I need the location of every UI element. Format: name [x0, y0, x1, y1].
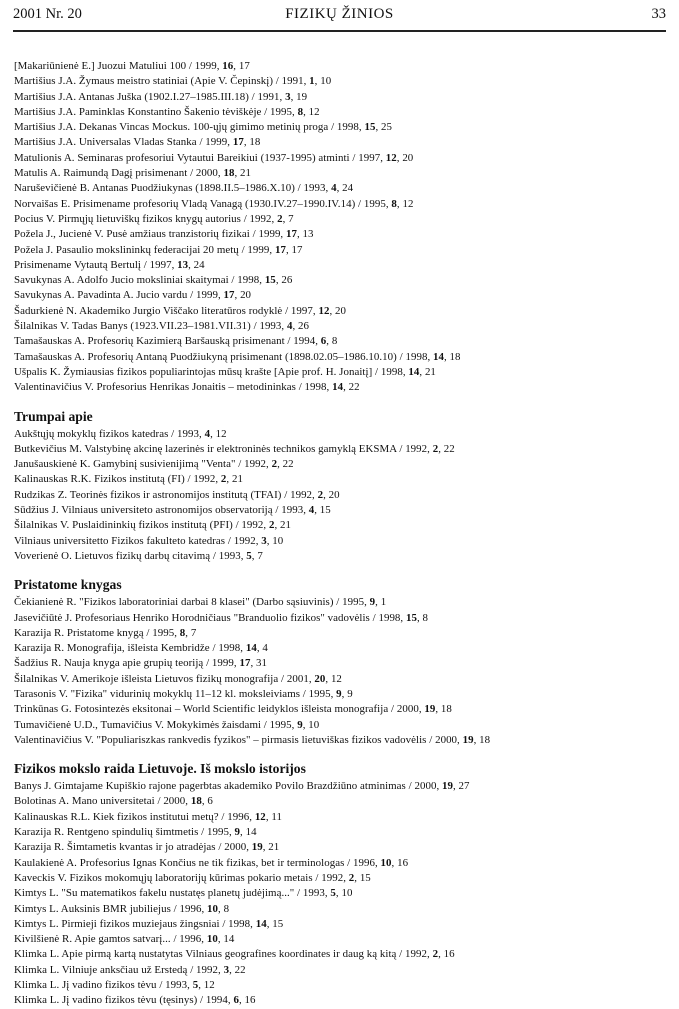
- entry-citation: Jasevičiūtė J. Profesoriaus Henriko Horodničiaus "Branduolio fizikos" vadovėlis / 1998,: [14, 611, 406, 624]
- bibliography-entry: Karazija R. Šimtametis kvantas ir jo atradėjas / 2000, 19, 21: [14, 841, 280, 854]
- entry-citation: Klimka L. Apie pirmą kartą nustatytas Vilniaus geografines koordinates ir daug ką kitą / 1992,: [14, 948, 433, 961]
- bibliography-entry: Norvaišas E. Prisimename profesorių Vladą Vanagą (1930.IV.27–1990.IV.14) / 1995, 8, 12: [14, 197, 414, 210]
- entry-issue-number: 6: [320, 335, 327, 348]
- entry-page-number: 22: [234, 963, 246, 976]
- entry-citation: Martišius J.A. Universalas Vladas Stanka / 1999,: [14, 136, 233, 149]
- entry-citation: Karazija R. Šimtametis kvantas ir jo atradėjas / 2000,: [14, 841, 252, 854]
- entry-page-number: 19: [296, 90, 308, 103]
- entry-issue-number: 14: [245, 642, 257, 655]
- entry-issue-number: 17: [223, 289, 235, 302]
- entry-page-number: 26: [281, 274, 293, 287]
- entry-issue-number: 6: [233, 994, 239, 1007]
- entry-page-number: 11: [271, 810, 282, 823]
- entry-citation: Martišius J.A. Žymaus meistro statiniai (Apie V. Čepinskį) / 1991,: [14, 75, 310, 88]
- entry-citation: Tamašauskas A. Profesorių Antaną Puodžiukyną prisimenant (1898.02.05–1986.10.10) / 1998,: [14, 350, 433, 363]
- entry-issue-number: 3: [261, 534, 267, 547]
- entry-citation: Karazija R. Monografija, išleista Kembridže / 1998,: [14, 642, 246, 655]
- entry-issue-number: 5: [192, 979, 199, 992]
- entry-citation: Šadurkienė N. Akademiko Jurgio Viščako literatūros rodyklė / 1997,: [14, 304, 319, 317]
- entry-page-number: 12: [330, 672, 342, 685]
- entry-issue-number: 14: [332, 381, 344, 394]
- entry-issue-number: 15: [364, 121, 376, 134]
- entry-issue-number: 3: [285, 90, 291, 103]
- bibliography-entry: Matulionis A. Seminaras profesoriui Vytautui Bareikiui (1937-1995) atminti / 1997, 12, 20: [14, 151, 414, 164]
- entry-page-number: 21: [231, 473, 243, 486]
- entry-issue-number: 2: [348, 871, 355, 884]
- entry-issue-number: 2: [268, 519, 275, 532]
- entry-page-number: 15: [319, 504, 331, 517]
- entry-citation: Karazija R. Rentgeno spindulių šimtmetis / 1995,: [14, 826, 235, 839]
- entry-issue-number: 2: [432, 948, 439, 961]
- entry-citation: Trinkūnas G. Fotosintezės eksitonai – World Scientific leidyklos išleista monografija / 2000,: [14, 703, 425, 716]
- entry-page-number: 17: [291, 243, 303, 256]
- entry-page-number: 12: [308, 105, 320, 118]
- entry-page-number: 18: [479, 733, 491, 746]
- bibliography-entry: Klimka L. Jį vadino fizikos tėvu / 1993, 5, 12: [14, 979, 215, 992]
- entry-page-number: 15: [359, 871, 371, 884]
- journal-title: FIZIKŲ ŽINIOS: [285, 6, 394, 22]
- entry-citation: Tumavičienė U.D., Tumavičius V. Mokykimės žaisdami / 1995,: [14, 718, 298, 731]
- bibliography-entry: Rudzikas Z. Teorinės fizikos ir astronomijos institutą (TFAI) / 1992, 2, 20: [14, 488, 340, 501]
- bibliography-entry: Kaulakienė A. Profesorius Ignas Končius ne tik fizikas, bet ir terminologas / 1996, 10, 16: [14, 856, 409, 869]
- entry-citation: Norvaišas E. Prisimename profesorių Vladą Vanagą (1930.IV.27–1990.IV.14) / 1995,: [14, 197, 392, 210]
- bibliography-entry: Tarasonis V. "Fizika" vidurinių mokyklų 11–12 kl. moksleiviams / 1995, 9, 9: [14, 687, 353, 700]
- entry-issue-number: 9: [336, 687, 342, 700]
- entry-issue-number: 18: [190, 795, 202, 808]
- entry-issue-number: 4: [286, 320, 293, 333]
- entry-page-number: 15: [272, 917, 284, 930]
- entry-issue-number: 16: [222, 60, 234, 72]
- bibliography-entry: Voverienė O. Lietuvos fizikų darbų citavimą / 1993, 5, 7: [14, 549, 263, 562]
- bibliography-entry: Klimka L. Jį vadino fizikos tėvu (tęsinys) / 1994, 6, 16: [14, 994, 256, 1007]
- entry-citation: Karazija R. Pristatome knygą / 1995,: [14, 626, 180, 639]
- entry-page-number: 16: [443, 948, 455, 961]
- entry-page-number: 21: [280, 519, 292, 532]
- entry-issue-number: 12: [318, 304, 330, 317]
- entry-citation: Prisimename Vytautą Bertulį / 1997,: [14, 258, 178, 271]
- bibliography-entry: Šilalnikas V. Tadas Banys (1923.VII.23–1981.VII.31) / 1993, 4, 26: [14, 320, 310, 333]
- entry-citation: Kalinauskas R.L. Kiek fizikos institutui metų? / 1996,: [14, 810, 255, 823]
- entry-citation: Valentinavičius V. "Populiariszkas rankvedis fyzikos" – pirmasis lietuviškas fizikos vadovėlis / 2000,: [14, 733, 463, 746]
- entry-issue-number: 17: [232, 136, 244, 149]
- bibliography-entry: Kivilšienė R. Apie gamtos satvarį... / 1996, 10, 14: [14, 933, 235, 946]
- bibliography-entry: Kalinauskas R.K. Fizikos institutą (FI) / 1992, 2, 21: [14, 473, 243, 486]
- entry-issue-number: 19: [251, 841, 263, 854]
- bibliography-entry: Valentinavičius V. "Populiariszkas rankvedis fyzikos" – pirmasis lietuviškas fizikos vadovėlis / 2000, 19, 18: [14, 733, 491, 746]
- header-rule: [13, 30, 666, 32]
- bibliography-entry: Valentinavičius V. Profesorius Henrikas Jonaitis – metodininkas / 1998, 14, 22: [14, 381, 360, 394]
- page-number: 33: [651, 6, 666, 22]
- bibliography-entry: Savukynas A. Pavadinta A. Jucio vardu / 1999, 17, 20: [14, 289, 252, 302]
- entry-issue-number: 8: [297, 105, 304, 118]
- bibliography-entry: Bolotinas A. Mano universitetai / 2000, 18, 6: [14, 795, 213, 808]
- entry-page-number: 31: [256, 657, 268, 670]
- entry-page-number: 12: [402, 197, 414, 210]
- bibliography-entry: Šilalnikas V. Amerikoje išleista Lietuvos fizikų monografija / 2001, 20, 12: [14, 672, 342, 685]
- entry-citation: Čekianienė R. "Fizikos laboratoriniai darbai 8 klasei" (Darbo sąsiuvinis) / 1995,: [14, 596, 370, 609]
- entry-citation: Janušauskienė K. Gamybinį susivienijimą "Venta" / 1992,: [14, 458, 272, 471]
- entry-page-number: 9: [347, 687, 353, 700]
- bibliography-list: [14, 59, 669, 1009]
- bibliography-entry: Šadžius R. Nauja knyga apie grupių teoriją / 1999, 17, 31: [14, 657, 268, 670]
- entry-page-number: 16: [397, 856, 409, 869]
- entry-citation: Šilalnikas V. Tadas Banys (1923.VII.23–1981.VII.31) / 1993,: [14, 320, 287, 333]
- entry-page-number: 7: [288, 212, 294, 225]
- entry-issue-number: 10: [206, 933, 218, 946]
- section-heading: Trumpai apie: [14, 408, 93, 424]
- entry-page-number: 6: [207, 795, 213, 808]
- entry-issue-number: 8: [179, 626, 186, 639]
- entry-issue-number: 12: [385, 151, 397, 164]
- entry-citation: Kimtys L. "Su matematikos fakelu nustatęs planetų judėjimą..." / 1993,: [14, 887, 331, 900]
- entry-issue-number: 2: [432, 442, 439, 455]
- entry-issue-number: 5: [246, 549, 252, 562]
- entry-citation: Voverienė O. Lietuvos fizikų darbų citavimą / 1993,: [14, 549, 247, 562]
- entry-page-number: 7: [257, 549, 263, 562]
- entry-page-number: 24: [342, 182, 354, 195]
- entry-page-number: 16: [244, 994, 256, 1007]
- entry-issue-number: 5: [330, 887, 336, 900]
- bibliography-entry: Butkevičius M. Valstybinę akcinę lazerinės ir elektroninės technikos gamyklą EKSMA / 1992, 2, 22: [14, 442, 455, 455]
- entry-page-number: 20: [335, 304, 347, 317]
- entry-issue-number: 3: [223, 963, 230, 976]
- entry-citation: Butkevičius M. Valstybinę akcinę lazerinės ir elektroninės technikos gamyklą EKSMA / 1992,: [14, 442, 433, 455]
- entry-page-number: 10: [320, 75, 332, 88]
- entry-page-number: 18: [449, 350, 461, 363]
- entry-issue-number: 9: [234, 826, 241, 839]
- entry-issue-number: 10: [207, 902, 219, 915]
- bibliography-entry: Kimtys L. "Su matematikos fakelu nustatęs planetų judėjimą..." / 1993, 5, 10: [14, 887, 353, 900]
- entry-page-number: 22: [348, 381, 360, 394]
- entry-citation: Vilniaus universitetto Fizikos fakulteto katedras / 1992,: [14, 534, 262, 547]
- page-header: [13, 6, 666, 28]
- entry-page-number: 20: [240, 289, 252, 302]
- entry-citation: Šilalnikas V. Amerikoje išleista Lietuvos fizikų monografija / 2001,: [14, 672, 315, 685]
- bibliography-entry: Požela J., Jucienė V. Pusė amžiaus tranzistorių fizikai / 1999, 17, 13: [14, 228, 314, 241]
- bibliography-entry: Pocius V. Pirmųjų lietuviškų fizikos knygų autorius / 1992, 2, 7: [14, 212, 294, 225]
- bibliography-entry: Naruševičienė B. Antanas Puodžiukynas (1898.II.5–1986.X.10) / 1993, 4, 24: [14, 182, 354, 195]
- entry-citation: Klimka L. Vilniuje anksčiau už Erstedą / 1992,: [14, 963, 224, 976]
- entry-page-number: 21: [240, 167, 251, 180]
- bibliography-entry: Sūdžius J. Vilniaus universiteto astronomijos observatoriją / 1993, 4, 15: [14, 504, 331, 517]
- entry-citation: Naruševičienė B. Antanas Puodžiukynas (1898.II.5–1986.X.10) / 1993,: [14, 182, 332, 195]
- entry-citation: Šadžius R. Nauja knyga apie grupių teoriją / 1999,: [14, 657, 240, 670]
- entry-issue-number: 10: [380, 856, 392, 869]
- entry-page-number: 10: [272, 534, 284, 547]
- bibliography-entry: Martišius J.A. Universalas Vladas Stanka / 1999, 17, 18: [14, 136, 261, 149]
- entry-issue-number: 15: [405, 611, 417, 624]
- bibliography-entry: Tumavičienė U.D., Tumavičius V. Mokykimės žaisdami / 1995, 9, 10: [14, 718, 320, 731]
- bibliography-entry: Požela J. Pasaulio mokslininkų federacijai 20 metų / 1999, 17, 17: [14, 243, 303, 256]
- entry-page-number: 25: [381, 121, 392, 134]
- entry-page-number: 12: [215, 427, 227, 440]
- entry-citation: Savukynas A. Adolfo Jucio moksliniai skaitymai / 1998,: [14, 274, 265, 287]
- entry-citation: Kaulakienė A. Profesorius Ignas Končius ne tik fizikas, bet ir terminologas / 1996,: [14, 856, 381, 869]
- entry-issue-number: 18: [223, 167, 235, 180]
- entry-issue-number: 14: [433, 350, 444, 363]
- entry-page-number: 4: [262, 642, 268, 655]
- entry-citation: Valentinavičius V. Profesorius Henrikas Jonaitis – metodininkas / 1998,: [14, 381, 333, 394]
- entry-citation: Martišius J.A. Dekanas Vincas Mockus. 100-ųjų gimimo metinių proga / 1998,: [14, 121, 365, 134]
- bibliography-entry: Karazija R. Pristatome knygą / 1995, 8, 7: [14, 626, 197, 639]
- bibliography-entry: Prisimename Vytautą Bertulį / 1997, 13, 24: [14, 258, 205, 271]
- bibliography-entry: Ušpalis K. Žymiausias fizikos populiarintojas mūsų krašte [Apie prof. H. Jonaitį] / 1998, 14, 21: [14, 365, 436, 378]
- entry-citation: Ušpalis K. Žymiausias fizikos populiarintojas mūsų krašte [Apie prof. H. Jonaitį] / 1998,: [14, 365, 409, 378]
- bibliography-entry: Tamašauskas A. Profesorių Kazimierą Baršauską prisimenant / 1994, 6, 8: [14, 335, 338, 348]
- entry-page-number: 8: [331, 335, 338, 348]
- entry-issue-number: 14: [408, 365, 420, 378]
- entry-citation: Tarasonis V. "Fizika" vidurinių mokyklų 11–12 kl. moksleiviams / 1995,: [14, 687, 337, 700]
- entry-issue-number: 2: [271, 458, 278, 471]
- bibliography-entry: Trinkūnas G. Fotosintezės eksitonai – World Scientific leidyklos išleista monografija / 2000, 19, 18: [14, 703, 452, 716]
- entry-issue-number: 19: [462, 733, 474, 746]
- entry-citation: Kaveckis V. Fizikos mokomųjų laboratorijų kūrimas pokario metais / 1992,: [14, 871, 349, 884]
- bibliography-entry: Martišius J.A. Paminklas Konstantino Šakenio tėviškėje / 1995, 8, 12: [14, 105, 320, 118]
- entry-citation: Banys J. Gimtajame Kupiškio rajone pagerbtas akademiko Povilo Brazdžiūno atminimas / 2000,: [14, 780, 442, 793]
- entry-page-number: 18: [249, 136, 261, 149]
- entry-page-number: 24: [193, 258, 205, 271]
- entry-citation: Požela J. Pasaulio mokslininkų federacijai 20 metų / 1999,: [14, 243, 275, 256]
- entry-issue-number: 17: [274, 243, 286, 256]
- entry-page-number: 7: [190, 626, 197, 639]
- bibliography-entry: Kalinauskas R.L. Kiek fizikos institutui metų? / 1996, 12, 11: [14, 810, 282, 823]
- entry-issue-number: 2: [317, 488, 324, 501]
- entry-issue-number: 1: [309, 75, 315, 88]
- section-heading: Pristatome knygas: [14, 577, 122, 593]
- entry-citation: Šilalnikas V. Puslaidininkių fizikos institutą (PFI) / 1992,: [14, 519, 269, 532]
- issue-label: 2001 Nr. 20: [13, 6, 82, 22]
- entry-issue-number: 19: [442, 780, 453, 793]
- entry-citation: Savukynas A. Pavadinta A. Jucio vardu / 1999,: [14, 289, 224, 302]
- entry-issue-number: 17: [239, 657, 251, 670]
- entry-citation: Martišius J.A. Paminklas Konstantino Šakenio tėviškėje / 1995,: [14, 105, 298, 118]
- entry-issue-number: 19: [424, 703, 436, 716]
- bibliography-entry: Martišius J.A. Dekanas Vincas Mockus. 100-ųjų gimimo metinių proga / 1998, 15, 25: [14, 121, 392, 134]
- bibliography-entry: Šadurkienė N. Akademiko Jurgio Viščako literatūros rodyklė / 1997, 12, 20: [14, 304, 347, 317]
- entry-citation: Klimka L. Jį vadino fizikos tėvu / 1993,: [14, 979, 193, 992]
- entry-issue-number: 8: [391, 197, 397, 210]
- entry-issue-number: 4: [331, 182, 337, 195]
- entry-citation: Bolotinas A. Mano universitetai / 2000,: [14, 795, 191, 808]
- entry-citation: Martišius J.A. Antanas Juška (1902.I.27–1985.III.18) / 1991,: [14, 90, 286, 103]
- entry-page-number: 27: [458, 780, 470, 793]
- entry-page-number: 12: [203, 979, 215, 992]
- entry-citation: Kimtys L. Pirmieji fizikos muziejaus žingsniai / 1998,: [14, 917, 256, 930]
- entry-page-number: 8: [422, 611, 429, 624]
- entry-citation: Sūdžius J. Vilniaus universiteto astronomijos observatoriją / 1993,: [14, 504, 309, 517]
- entry-page-number: 21: [424, 365, 436, 378]
- entry-citation: Aukštųjų mokyklų fizikos katedras / 1993,: [14, 427, 205, 440]
- bibliography-entry: Kaveckis V. Fizikos mokomųjų laboratorijų kūrimas pokario metais / 1992, 2, 15: [14, 871, 371, 884]
- entry-citation: Matulionis A. Seminaras profesoriui Vytautui Bareikiui (1937-1995) atminti / 1997,: [14, 151, 386, 164]
- entry-page-number: 14: [245, 826, 257, 839]
- entry-issue-number: 13: [177, 258, 189, 271]
- entry-page-number: 18: [440, 703, 452, 716]
- bibliography-entry: Banys J. Gimtajame Kupiškio rajone pagerbtas akademiko Povilo Brazdžiūno atminimas / 2000, 19, 27: [14, 780, 470, 793]
- section-heading: Fizikos mokslo raida Lietuvoje. Iš mokslo istorijos: [14, 761, 306, 777]
- bibliography-entry: Klimka L. Apie pirmą kartą nustatytas Vilniaus geografines koordinates ir daug ką kitą / 1992, 2, 16: [14, 948, 455, 961]
- entry-page-number: 20: [328, 488, 340, 501]
- bibliography-entry: [Makariūnienė E.] Juozui Matuliui 100 / 1999, 16, 17: [14, 60, 250, 72]
- entry-citation: Rudzikas Z. Teorinės fizikos ir astronomijos institutą (TFAI) / 1992,: [14, 488, 318, 501]
- entry-issue-number: 2: [277, 212, 283, 225]
- bibliography-entry: Savukynas A. Adolfo Jucio moksliniai skaitymai / 1998, 15, 26: [14, 274, 293, 287]
- entry-issue-number: 4: [308, 504, 315, 517]
- bibliography-entry: Vilniaus universitetto Fizikos fakulteto katedras / 1992, 3, 10: [14, 534, 284, 547]
- bibliography-entry: Janušauskienė K. Gamybinį susivienijimą "Venta" / 1992, 2, 22: [14, 458, 294, 471]
- entry-issue-number: 9: [297, 718, 303, 731]
- entry-issue-number: 20: [314, 672, 326, 685]
- entry-page-number: 13: [302, 228, 314, 241]
- bibliography-entry: Karazija R. Monografija, išleista Kembridže / 1998, 14, 4: [14, 642, 268, 655]
- entry-issue-number: 15: [264, 274, 276, 287]
- bibliography-entry: Karazija R. Rentgeno spindulių šimtmetis / 1995, 9, 14: [14, 826, 257, 839]
- entry-page-number: 26: [298, 320, 310, 333]
- entry-page-number: 10: [341, 887, 353, 900]
- bibliography-entry: Aukštųjų mokyklų fizikos katedras / 1993, 4, 12: [14, 427, 227, 440]
- bibliography-entry: Šilalnikas V. Puslaidininkių fizikos institutą (PFI) / 1992, 2, 21: [14, 519, 292, 532]
- entry-citation: [Makariūnienė E.] Juozui Matuliui 100 / 1999,: [14, 60, 223, 72]
- entry-citation: Tamašauskas A. Profesorių Kazimierą Baršauską prisimenant / 1994,: [14, 335, 321, 348]
- entry-page-number: 8: [223, 902, 230, 915]
- entry-citation: Pocius V. Pirmųjų lietuviškų fizikos knygų autorius / 1992,: [14, 212, 278, 225]
- bibliography-entry: Klimka L. Vilniuje anksčiau už Erstedą / 1992, 3, 22: [14, 963, 246, 976]
- entry-citation: Klimka L. Jį vadino fizikos tėvu (tęsinys) / 1994,: [14, 994, 234, 1007]
- entry-issue-number: 9: [369, 596, 376, 609]
- entry-page-number: 10: [308, 718, 320, 731]
- bibliography-entry: Čekianienė R. "Fizikos laboratoriniai darbai 8 klasei" (Darbo sąsiuvinis) / 1995, 9, 1: [14, 596, 387, 609]
- entry-page-number: 22: [443, 442, 455, 455]
- entry-page-number: 20: [402, 151, 414, 164]
- entry-page-number: 22: [282, 458, 294, 471]
- entry-issue-number: 12: [254, 810, 266, 823]
- entry-page-number: 14: [223, 933, 235, 946]
- entry-issue-number: 2: [220, 473, 227, 486]
- bibliography-entry: Jasevičiūtė J. Profesoriaus Henriko Horodničiaus "Branduolio fizikos" vadovėlis / 1998, 15, 8: [14, 611, 429, 624]
- entry-citation: Kalinauskas R.K. Fizikos institutą (FI) / 1992,: [14, 473, 221, 486]
- entry-page-number: 21: [268, 841, 280, 854]
- entry-citation: Kimtys L. Auksinis BMR jubiliejus / 1996,: [14, 902, 208, 915]
- bibliography-entry: Tamašauskas A. Profesorių Antaną Puodžiukyną prisimenant (1898.02.05–1986.10.10) / 1998, 14, 18: [14, 350, 461, 363]
- bibliography-entry: Martišius J.A. Antanas Juška (1902.I.27–1985.III.18) / 1991, 3, 19: [14, 90, 308, 103]
- entry-page-number: 1: [380, 596, 387, 609]
- entry-issue-number: 14: [255, 917, 267, 930]
- bibliography-entry: Matulis A. Raimundą Dagį prisimenant / 2000, 18, 21: [14, 167, 251, 180]
- entry-citation: Požela J., Jucienė V. Pusė amžiaus tranzistorių fizikai / 1999,: [14, 228, 286, 241]
- entry-citation: Kivilšienė R. Apie gamtos satvarį... / 1996,: [14, 933, 207, 946]
- entry-issue-number: 17: [285, 228, 297, 241]
- bibliography-entry: Kimtys L. Pirmieji fizikos muziejaus žingsniai / 1998, 14, 15: [14, 917, 284, 930]
- entry-citation: Matulis A. Raimundą Dagį prisimenant / 2000,: [14, 167, 224, 180]
- bibliography-entry: Kimtys L. Auksinis BMR jubiliejus / 1996, 10, 8: [14, 902, 230, 915]
- bibliography-entry: Martišius J.A. Žymaus meistro statiniai (Apie V. Čepinskį) / 1991, 1, 10: [14, 75, 332, 88]
- entry-page-number: 17: [238, 60, 250, 72]
- entry-issue-number: 4: [204, 427, 211, 440]
